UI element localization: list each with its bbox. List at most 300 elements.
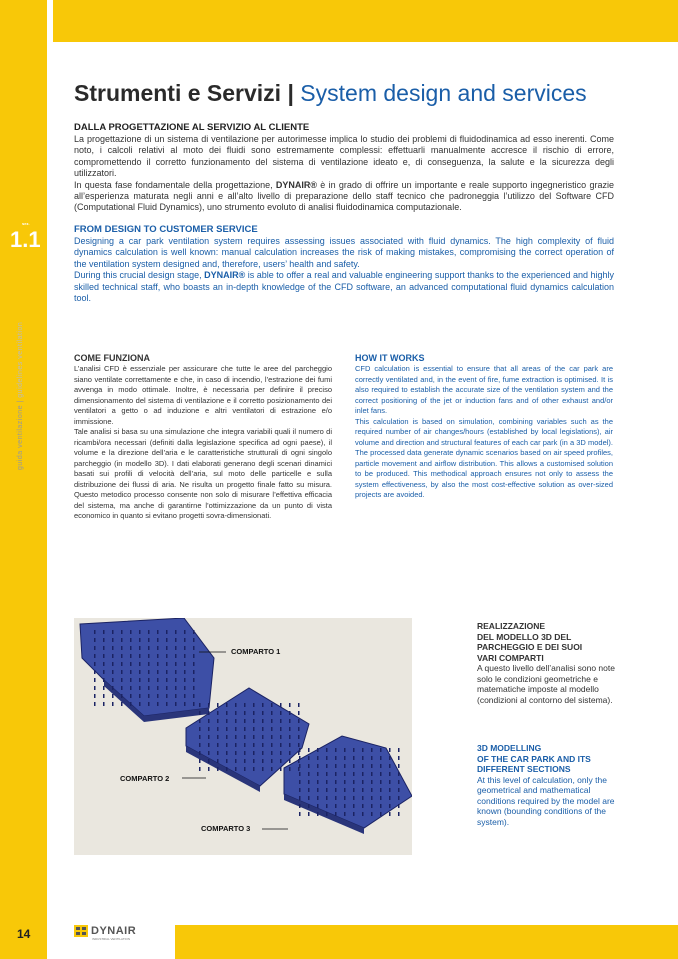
parking-marker	[184, 686, 186, 690]
how-it-p1: L’analisi CFD è essenziale per assicurare che tutte le aree del parcheggio siano ventilate correttamente e che, in caso di incendio, l’estrazione dei fumi avvenga in modo ottimale. Inoltre, è necessaria per definire il preciso dimensionamento del sistema di ventilazione e il corretto posizionamento dei ventilatori a getto o ad induzione e altri ventilatori di estrazione e/o immissione.	[74, 364, 332, 426]
parking-marker	[226, 727, 228, 731]
parking-marker	[308, 748, 310, 752]
parking-marker	[398, 764, 400, 768]
parking-marker	[148, 678, 150, 682]
parking-marker	[130, 694, 132, 698]
parking-marker	[217, 703, 219, 707]
left-accent-bar	[0, 0, 47, 959]
parking-marker	[166, 646, 168, 650]
parking-marker	[344, 756, 346, 760]
parking-marker	[299, 756, 301, 760]
caption-en	[477, 743, 627, 827]
parking-marker	[199, 743, 201, 747]
parking-marker	[226, 735, 228, 739]
parking-marker	[299, 812, 301, 816]
parking-marker	[121, 662, 123, 666]
intro-it-p1: La progettazione di un sistema di ventilazione per autorimesse implica lo studio dei problemi di fluidodinamica ad esso inerenti. Come noto, i calcoli relativi al moto dei fluidi sono estremamente complessi: effettuarli manualmente accresce il rischio di errore, compromettendo il corretto funzionamento del sistema di ventilazione ideato e, di conseguenza, la salute e la sicurezza degli utilizzatori.	[74, 134, 614, 179]
parking-marker	[271, 719, 273, 723]
parking-marker	[335, 796, 337, 800]
parking-marker	[175, 630, 177, 634]
parking-marker	[308, 756, 310, 760]
parking-marker	[371, 796, 373, 800]
parking-marker	[94, 638, 96, 642]
parking-marker	[299, 780, 301, 784]
how-en-column	[355, 353, 613, 501]
parking-marker	[112, 638, 114, 642]
parking-marker	[371, 772, 373, 776]
parking-marker	[184, 630, 186, 634]
parking-marker	[344, 812, 346, 816]
comparto-3-label: COMPARTO 3	[201, 824, 251, 833]
parking-marker	[208, 759, 210, 763]
parking-marker	[121, 670, 123, 674]
parking-marker	[226, 743, 228, 747]
parking-marker	[380, 764, 382, 768]
parking-marker	[253, 711, 255, 715]
parking-marker	[308, 772, 310, 776]
parking-marker	[326, 748, 328, 752]
parking-marker	[280, 751, 282, 755]
parking-marker	[398, 780, 400, 784]
parking-marker	[298, 703, 300, 707]
how-it-heading: COME FUNZIONA	[74, 353, 150, 363]
parking-marker	[157, 702, 159, 706]
parking-marker	[235, 727, 237, 731]
parking-marker	[380, 812, 382, 816]
parking-marker	[380, 748, 382, 752]
parking-marker	[121, 694, 123, 698]
parking-marker	[389, 772, 391, 776]
parking-marker	[317, 812, 319, 816]
parking-marker	[308, 812, 310, 816]
parking-marker	[193, 702, 195, 706]
parking-marker	[235, 719, 237, 723]
parking-marker	[217, 727, 219, 731]
parking-marker	[112, 662, 114, 666]
parking-marker	[139, 670, 141, 674]
parking-marker	[299, 788, 301, 792]
parking-marker	[193, 630, 195, 634]
parking-marker	[184, 678, 186, 682]
parking-marker	[103, 694, 105, 698]
parking-marker	[326, 788, 328, 792]
parking-marker	[139, 694, 141, 698]
parking-marker	[389, 796, 391, 800]
parking-marker	[389, 812, 391, 816]
parking-marker	[217, 743, 219, 747]
parking-marker	[344, 796, 346, 800]
parking-marker	[226, 719, 228, 723]
parking-marker	[280, 735, 282, 739]
how-en-p2: This calculation is based on simulation, combining variables such as the required number of air changes/hours (established by local legislations), air volume and direction and structural features of each car park (in a 3D model). The processed data generate dynamic scenarios based on air speed profiles, particle movement and airflow distribution. This allows a customised solution to be produced. This methodical approach ensures not only to assess the system effectiveness, by also the most cost-effective solution as over-sized projects are avoided.	[355, 416, 613, 499]
parking-marker	[353, 772, 355, 776]
parking-marker	[199, 727, 201, 731]
parking-marker	[253, 727, 255, 731]
parking-marker	[326, 804, 328, 808]
parking-marker	[130, 638, 132, 642]
parking-marker	[199, 751, 201, 755]
parking-marker	[380, 772, 382, 776]
parking-marker	[148, 702, 150, 706]
parking-marker	[335, 780, 337, 784]
parking-marker	[226, 711, 228, 715]
parking-marker	[317, 756, 319, 760]
parking-marker	[208, 767, 210, 771]
parking-marker	[193, 654, 195, 658]
parking-marker	[389, 788, 391, 792]
parking-marker	[103, 686, 105, 690]
parking-marker	[148, 654, 150, 658]
parking-marker	[175, 702, 177, 706]
parking-marker	[166, 702, 168, 706]
parking-marker	[280, 703, 282, 707]
side-title-sep: |	[17, 400, 24, 403]
parking-marker	[199, 711, 201, 715]
parking-marker	[112, 686, 114, 690]
how-it-column	[74, 353, 332, 522]
parking-marker	[371, 804, 373, 808]
parking-marker	[208, 703, 210, 707]
parking-marker	[166, 662, 168, 666]
parking-marker	[94, 662, 96, 666]
parking-marker	[148, 670, 150, 674]
parking-marker	[235, 759, 237, 763]
parking-marker	[371, 756, 373, 760]
parking-marker	[326, 764, 328, 768]
parking-marker	[166, 654, 168, 658]
parking-marker	[244, 727, 246, 731]
parking-marker	[121, 638, 123, 642]
parking-marker	[199, 735, 201, 739]
parking-marker	[244, 735, 246, 739]
parking-marker	[353, 804, 355, 808]
parking-marker	[317, 748, 319, 752]
parking-marker	[326, 796, 328, 800]
parking-marker	[317, 804, 319, 808]
parking-marker	[130, 686, 132, 690]
parking-marker	[112, 670, 114, 674]
parking-marker	[184, 638, 186, 642]
parking-marker	[253, 743, 255, 747]
parking-marker	[280, 711, 282, 715]
parking-marker	[175, 670, 177, 674]
parking-marker	[298, 727, 300, 731]
section-label: sez.	[22, 221, 30, 226]
parking-marker	[299, 748, 301, 752]
parking-marker	[362, 804, 364, 808]
parking-marker	[94, 678, 96, 682]
parking-marker	[344, 788, 346, 792]
parking-marker	[184, 654, 186, 658]
parking-marker	[335, 772, 337, 776]
parking-marker	[380, 788, 382, 792]
page-number: 14	[17, 927, 31, 941]
parking-marker	[193, 638, 195, 642]
parking-marker	[148, 662, 150, 666]
car-park-3d-model-figure	[74, 618, 412, 855]
parking-marker	[344, 764, 346, 768]
parking-marker	[148, 630, 150, 634]
parking-marker	[184, 670, 186, 674]
parking-marker	[317, 772, 319, 776]
dynair-logo	[74, 925, 137, 941]
parking-marker	[353, 748, 355, 752]
parking-marker	[121, 646, 123, 650]
parking-marker	[353, 788, 355, 792]
parking-marker	[299, 772, 301, 776]
parking-marker	[262, 719, 264, 723]
parking-marker	[121, 686, 123, 690]
parking-marker	[94, 686, 96, 690]
parking-marker	[208, 727, 210, 731]
parking-marker	[362, 796, 364, 800]
parking-marker	[217, 759, 219, 763]
parking-marker	[380, 796, 382, 800]
dynair-logo-icon	[74, 925, 88, 937]
parking-marker	[130, 670, 132, 674]
parking-marker	[166, 630, 168, 634]
intro-en-p2: During this crucial design stage, DYNAIR® is able to offer a real and valuable engineering support thanks to the experienced and highly skilled technical staff, who boasts an in-depth knowledge of the CFD software, an advanced computational fluid dynamics calculation tool.	[74, 270, 614, 304]
parking-marker	[94, 694, 96, 698]
title-main: Strumenti e Servizi |	[74, 80, 294, 106]
parking-marker	[94, 646, 96, 650]
side-running-title	[17, 322, 24, 470]
intro-it	[74, 122, 614, 214]
parking-marker	[157, 694, 159, 698]
parking-marker	[271, 711, 273, 715]
parking-marker	[398, 748, 400, 752]
parking-marker	[389, 764, 391, 768]
parking-marker	[371, 764, 373, 768]
parking-marker	[244, 711, 246, 715]
parking-marker	[344, 804, 346, 808]
bottom-accent-bar	[175, 925, 678, 959]
parking-marker	[217, 751, 219, 755]
parking-marker	[271, 727, 273, 731]
parking-marker	[362, 764, 364, 768]
parking-marker	[262, 767, 264, 771]
parking-marker	[253, 767, 255, 771]
parking-marker	[335, 804, 337, 808]
parking-marker	[175, 686, 177, 690]
parking-marker	[208, 711, 210, 715]
parking-marker	[280, 743, 282, 747]
parking-marker	[289, 719, 291, 723]
parking-marker	[94, 630, 96, 634]
parking-marker	[193, 670, 195, 674]
parking-marker	[289, 767, 291, 771]
parking-marker	[389, 804, 391, 808]
parking-marker	[389, 748, 391, 752]
parking-marker	[130, 662, 132, 666]
parking-marker	[335, 764, 337, 768]
parking-marker	[157, 662, 159, 666]
parking-marker	[148, 686, 150, 690]
how-en-heading: HOW IT WORKS	[355, 353, 425, 363]
parking-marker	[175, 638, 177, 642]
parking-marker	[299, 804, 301, 808]
parking-marker	[130, 702, 132, 706]
parking-marker	[253, 719, 255, 723]
parking-marker	[193, 646, 195, 650]
parking-marker	[112, 678, 114, 682]
parking-marker	[208, 735, 210, 739]
parking-marker	[235, 767, 237, 771]
parking-marker	[344, 780, 346, 784]
parking-marker	[398, 772, 400, 776]
parking-marker	[398, 804, 400, 808]
parking-marker	[175, 646, 177, 650]
how-en-p1: CFD calculation is essential to ensure that all areas of the car park are correctly ventilated and, in the event of fire, fume extraction is optimised. It is also required to establish the accurate size of the ventilation system and the correct positioning of the jet or induction fans and of other exhaust and/or inlet fans.	[355, 364, 613, 415]
parking-marker	[371, 788, 373, 792]
parking-marker	[398, 796, 400, 800]
parking-marker	[262, 751, 264, 755]
parking-marker	[112, 646, 114, 650]
intro-it-p2: In questa fase fondamentale della progettazione, DYNAIR® è in grado di offrire un importante e reale supporto ingegneristico grazie all’esperienza maturata negli anni e all’alto livello di preparazione dello staff tecnico che padroneggia l’utilizzo del Software CFD (Computational Fluid Dynamics), uno strumento evoluto di analisi fluidodinamica computazionale.	[74, 179, 614, 213]
parking-marker	[389, 780, 391, 784]
parking-marker	[94, 702, 96, 706]
comparto-1-label: COMPARTO 1	[231, 647, 281, 656]
parking-marker	[289, 751, 291, 755]
parking-marker	[139, 702, 141, 706]
parking-marker	[289, 727, 291, 731]
parking-marker	[139, 686, 141, 690]
intro-it-heading: DALLA PROGETTAZIONE AL SERVIZIO AL CLIENTE	[74, 122, 310, 133]
how-it-p2: Tale analisi si basa su una simulazione che integra variabili quali il numero di ricambi/ora necessari (definiti dalla legislazione specifica ad ogni paese), il volume e la direzione dell’aria e le caratteristiche strutturali di ogni singolo parcheggio (in modello 3D). I dati elaborati generano degli scenari dinamici basati sui profili di velocità dell’aria, sul moto delle particelle e sulla distribuzione dei flussi di aria. Ne risulta un progetto finale fatto su misura. Questo metodico processo consente non solo di misurare l’effettiva efficacia del sistema, ma anche di garantirne l’ottimizzazione da un punto di vista economico in quanto si evitano progetti sovra-dimensionati.	[74, 427, 332, 520]
parking-marker	[235, 743, 237, 747]
parking-marker	[271, 767, 273, 771]
parking-marker	[226, 751, 228, 755]
parking-marker	[253, 751, 255, 755]
parking-marker	[280, 759, 282, 763]
parking-marker	[121, 702, 123, 706]
parking-marker	[139, 630, 141, 634]
parking-marker	[103, 646, 105, 650]
parking-marker	[235, 703, 237, 707]
parking-marker	[262, 703, 264, 707]
parking-marker	[166, 678, 168, 682]
parking-marker	[139, 638, 141, 642]
section-number: 1.1	[10, 227, 41, 252]
parking-marker	[103, 630, 105, 634]
parking-marker	[362, 748, 364, 752]
caption-it	[477, 621, 627, 705]
title-sub: System design and services	[300, 80, 587, 106]
parking-marker	[184, 702, 186, 706]
parking-marker	[335, 756, 337, 760]
parking-marker	[199, 719, 201, 723]
parking-marker	[199, 759, 201, 763]
parking-marker	[157, 630, 159, 634]
parking-marker	[244, 743, 246, 747]
intro-en-heading: FROM DESIGN TO CUSTOMER SERVICE	[74, 224, 258, 235]
section-badge	[0, 215, 47, 265]
caption-it-heading: REALIZZAZIONE DEL MODELLO 3D DEL PARCHEGGIO E DEI SUOI VARI COMPARTI	[477, 621, 583, 663]
parking-marker	[244, 719, 246, 723]
parking-marker	[112, 694, 114, 698]
parking-marker	[398, 788, 400, 792]
parking-marker	[139, 654, 141, 658]
parking-marker	[103, 678, 105, 682]
parking-marker	[353, 796, 355, 800]
parking-marker	[326, 780, 328, 784]
parking-marker	[157, 654, 159, 658]
parking-marker	[193, 694, 195, 698]
parking-marker	[139, 646, 141, 650]
parking-marker	[398, 756, 400, 760]
parking-marker	[148, 646, 150, 650]
page-title	[74, 80, 587, 107]
parking-marker	[362, 788, 364, 792]
parking-marker	[262, 711, 264, 715]
parking-marker	[362, 780, 364, 784]
parking-marker	[262, 735, 264, 739]
parking-marker	[380, 780, 382, 784]
parking-marker	[362, 812, 364, 816]
parking-marker	[184, 662, 186, 666]
parking-marker	[217, 767, 219, 771]
parking-marker	[193, 678, 195, 682]
parking-marker	[112, 630, 114, 634]
parking-marker	[199, 767, 201, 771]
parking-marker	[130, 654, 132, 658]
parking-marker	[353, 780, 355, 784]
parking-marker	[353, 764, 355, 768]
parking-marker	[235, 751, 237, 755]
parking-marker	[244, 767, 246, 771]
parking-marker	[208, 719, 210, 723]
intro-en	[74, 224, 614, 304]
parking-marker	[380, 804, 382, 808]
parking-marker	[130, 630, 132, 634]
parking-marker	[280, 767, 282, 771]
parking-marker	[253, 759, 255, 763]
parking-marker	[326, 812, 328, 816]
parking-marker	[253, 703, 255, 707]
parking-marker	[193, 686, 195, 690]
parking-marker	[262, 743, 264, 747]
parking-marker	[344, 772, 346, 776]
parking-marker	[289, 711, 291, 715]
parking-marker	[353, 756, 355, 760]
parking-marker	[289, 735, 291, 739]
side-title-it: guida ventilazione	[17, 404, 24, 470]
comparto-2-label: COMPARTO 2	[120, 774, 170, 783]
parking-marker	[253, 735, 255, 739]
parking-marker	[175, 678, 177, 682]
parking-marker	[326, 756, 328, 760]
parking-marker	[157, 638, 159, 642]
parking-marker	[166, 638, 168, 642]
parking-marker	[226, 767, 228, 771]
parking-marker	[289, 703, 291, 707]
parking-marker	[371, 812, 373, 816]
parking-marker	[121, 630, 123, 634]
parking-marker	[193, 662, 195, 666]
parking-marker	[235, 711, 237, 715]
parking-marker	[199, 703, 201, 707]
parking-marker	[130, 646, 132, 650]
parking-marker	[362, 772, 364, 776]
parking-marker	[244, 759, 246, 763]
intro-en-p1: Designing a car park ventilation system requires assessing issues associated with fluid dynamics. The high complexity of fluid dynamics calculation is well known: manual calculation increases the risk of making mistakes, compromising the correct operation of the ventilation system designed and, therefore, users’ health and safety.	[74, 236, 614, 269]
parking-marker	[362, 756, 364, 760]
parking-marker	[103, 654, 105, 658]
parking-marker	[308, 804, 310, 808]
parking-marker	[103, 638, 105, 642]
parking-marker	[280, 727, 282, 731]
top-accent-bar	[0, 0, 678, 42]
